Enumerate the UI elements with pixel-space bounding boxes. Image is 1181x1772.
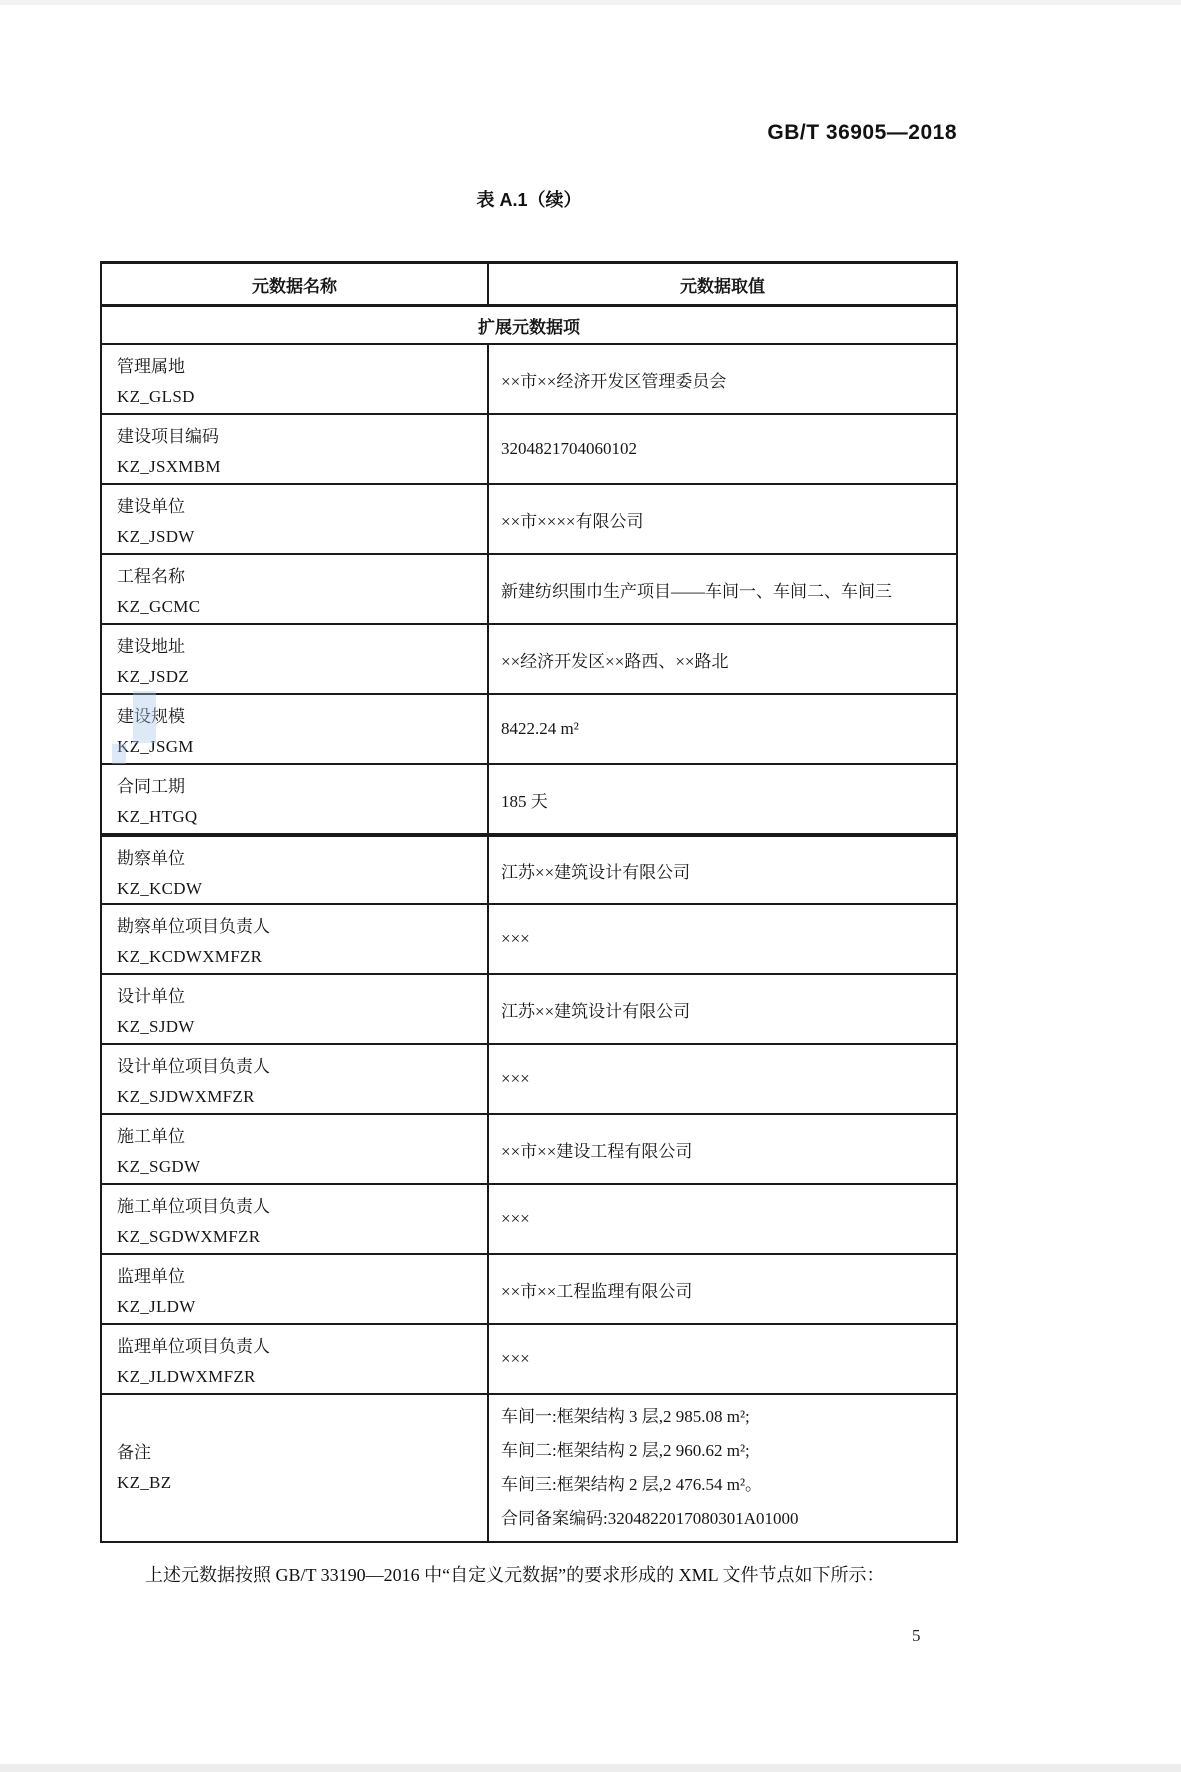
metadata-value: ××市××工程监理有限公司 xyxy=(501,1281,693,1301)
metadata-name: 工程名称 xyxy=(117,567,185,586)
table-row xyxy=(102,483,956,553)
metadata-name: 建设规模 xyxy=(117,707,185,726)
metadata-code: KZ_JSXMBM xyxy=(117,457,221,476)
remark-line: 车间一:框架结构 3 层,2 985.08 m²; xyxy=(501,1407,750,1426)
table-row xyxy=(102,1043,956,1113)
metadata-code: KZ_SJDW xyxy=(117,1017,195,1036)
metadata-code: KZ_JSDZ xyxy=(117,667,189,686)
metadata-value: ××经济开发区××路西、××路北 xyxy=(501,651,729,671)
metadata-value: 江苏××建筑设计有限公司 xyxy=(501,1001,691,1021)
metadata-table xyxy=(100,261,958,1543)
table-row xyxy=(102,1113,956,1183)
table-row xyxy=(102,623,956,693)
metadata-name: 合同工期 xyxy=(117,777,185,796)
metadata-value: ××市××××有限公司 xyxy=(501,511,644,531)
metadata-value: ××× xyxy=(501,1349,530,1368)
column-header-metadata-value: 元数据取值 xyxy=(680,276,765,296)
standard-number: GB/T 36905—2018 xyxy=(767,121,957,144)
metadata-value: ××× xyxy=(501,929,530,948)
metadata-name: 勘察单位 xyxy=(117,849,185,868)
metadata-code: KZ_SGDWXMFZR xyxy=(117,1227,261,1246)
metadata-name: 监理单位 xyxy=(117,1267,185,1286)
table-row xyxy=(102,693,956,763)
metadata-name: 管理属地 xyxy=(117,357,185,376)
metadata-code: KZ_SGDW xyxy=(117,1157,201,1176)
column-header-metadata-name: 元数据名称 xyxy=(102,264,489,304)
metadata-name: 勘察单位项目负责人 xyxy=(117,917,270,936)
metadata-name: 备注 xyxy=(117,1443,151,1462)
metadata-code: KZ_KCDWXMFZR xyxy=(117,947,263,966)
metadata-code: KZ_BZ xyxy=(117,1473,172,1492)
metadata-value: 8422.24 m² xyxy=(501,719,579,738)
body-paragraph: 上述元数据按照 GB/T 33190—2016 中“自定义元数据”的要求形成的 XML 文件节点如下所示： xyxy=(145,1565,885,1585)
metadata-code: KZ_GCMC xyxy=(117,597,201,616)
metadata-name: 施工单位 xyxy=(117,1127,185,1146)
table-row xyxy=(102,1253,956,1323)
remark-line: 车间二:框架结构 2 层,2 960.62 m²; xyxy=(501,1441,750,1460)
metadata-name: 建设地址 xyxy=(117,637,185,656)
metadata-value: 新建纺织围巾生产项目——车间一、车间二、车间三 xyxy=(501,581,892,601)
section-header-extended-metadata: 扩展元数据项 xyxy=(102,304,956,343)
metadata-code: KZ_JLDW xyxy=(117,1297,196,1316)
table-row-remarks xyxy=(102,1393,956,1541)
page-edge-shadow-bottom xyxy=(0,1764,1181,1772)
metadata-code: KZ_SJDWXMFZR xyxy=(117,1087,255,1106)
table-row xyxy=(102,903,956,973)
metadata-name: 监理单位项目负责人 xyxy=(117,1337,270,1356)
metadata-value: ××× xyxy=(501,1069,530,1088)
table-row xyxy=(102,833,956,903)
metadata-value-multiline xyxy=(489,1395,956,1541)
metadata-code: KZ_KCDW xyxy=(117,879,203,898)
table-row xyxy=(102,763,956,833)
remark-line: 合同备案编码:3204822017080301A01000 xyxy=(501,1509,799,1528)
page-edge-shadow-top xyxy=(0,0,1181,5)
metadata-value: 185 天 xyxy=(501,791,548,811)
table-title: 表 A.1（续） xyxy=(476,190,582,210)
metadata-value: ××市××经济开发区管理委员会 xyxy=(501,371,727,391)
metadata-code: KZ_HTGQ xyxy=(117,807,198,826)
metadata-name: 建设单位 xyxy=(117,497,185,516)
metadata-value: ××市××建设工程有限公司 xyxy=(501,1141,693,1161)
metadata-value: ××× xyxy=(501,1209,530,1228)
metadata-name: 设计单位项目负责人 xyxy=(117,1057,270,1076)
metadata-code: KZ_JSGM xyxy=(117,737,194,756)
table-row xyxy=(102,1323,956,1393)
table-row xyxy=(102,343,956,413)
page-number: 5 xyxy=(912,1626,921,1645)
metadata-name: 设计单位 xyxy=(117,987,185,1006)
table-row xyxy=(102,1183,956,1253)
remark-line: 车间三:框架结构 2 层,2 476.54 m²。 xyxy=(501,1475,763,1494)
table-row xyxy=(102,973,956,1043)
metadata-name: 施工单位项目负责人 xyxy=(117,1197,270,1216)
metadata-name: 建设项目编码 xyxy=(117,427,219,446)
metadata-code: KZ_GLSD xyxy=(117,387,195,406)
metadata-value: 3204821704060102 xyxy=(501,439,637,458)
metadata-code: KZ_JLDWXMFZR xyxy=(117,1367,256,1386)
table-header-row xyxy=(102,264,956,304)
metadata-value: 江苏××建筑设计有限公司 xyxy=(501,862,691,882)
table-row xyxy=(102,553,956,623)
metadata-code: KZ_JSDW xyxy=(117,527,195,546)
table-row xyxy=(102,413,956,483)
